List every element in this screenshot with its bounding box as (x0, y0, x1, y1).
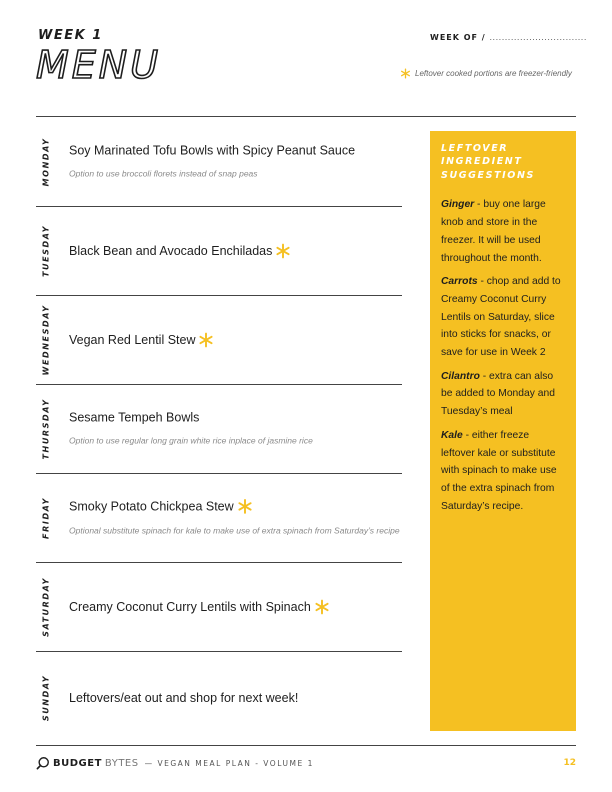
tip-text: - extra can also be added to Monday and Tuesday’s meal (441, 370, 555, 418)
week-of-blank: ................................ (489, 33, 587, 42)
tip-ingredient: Cilantro (441, 370, 480, 382)
tip-text: - chop and add to Creamy Coconut Curry Lentils on Saturday, slice into sticks for snacks, or save for use in Week 2 (441, 276, 561, 359)
tip-ingredient: Carrots (441, 276, 478, 288)
dish-name: Creamy Coconut Curry Lentils with Spinach (69, 600, 311, 614)
day-row-friday (36, 474, 402, 563)
day-row-thursday (36, 385, 402, 474)
page-footer (36, 753, 576, 773)
day-label: MONDAY (41, 137, 51, 187)
day-row-tuesday (36, 207, 402, 296)
dish-name: Vegan Red Lentil Stew (69, 333, 196, 347)
logo-bold-text: BUDGET (53, 757, 102, 769)
dish-name: Sesame Tempeh Bowls (69, 410, 200, 425)
bottom-divider (36, 745, 576, 746)
tip-text: - either freeze leftover kale or substitute with spinach to make use of the extra spinach from Saturday’s recipe. (441, 429, 557, 512)
logo-light-text: BYTES (104, 757, 139, 769)
dish-note: Option to use broccoli florets instead of snap peas (69, 168, 258, 179)
day-label: WEDNESDAY (41, 304, 51, 376)
panel-heading: LEFTOVER INGREDIENT SUGGESTIONS (441, 143, 535, 181)
day-row-saturday (36, 563, 402, 652)
dish-note: Optional substitute spinach for kale to make use of extra spinach from Saturday’s recipe (69, 525, 400, 536)
dish-name: Leftovers/eat out and shop for next week! (69, 691, 299, 705)
snowflake-icon (237, 498, 253, 514)
day-label: THURSDAY (41, 398, 51, 460)
day-row-monday (36, 118, 402, 207)
page-title: MENU (36, 43, 162, 87)
page-number: 12 (563, 758, 576, 768)
footer-title: — VEGAN MEAL PLAN - VOLUME 1 (144, 758, 314, 768)
leftover-tip (441, 273, 565, 362)
week-label: WEEK 1 (38, 28, 103, 43)
dish-note: Option to use regular long grain white rice inplace of jasmine rice (69, 435, 313, 446)
day-label: SATURDAY (41, 577, 51, 637)
freezer-legend (400, 68, 572, 79)
dish-name: Black Bean and Avocado Enchiladas (69, 244, 273, 258)
dish-name: Smoky Potato Chickpea Stew (69, 499, 234, 514)
tip-ingredient: Kale (441, 429, 463, 441)
tip-text: - buy one large knob and store in the freezer. It will be used throughout the month. (441, 199, 546, 264)
leftover-tip (441, 427, 565, 516)
day-list (36, 118, 402, 744)
dish-name: Soy Marinated Tofu Bowls with Spicy Peanut Sauce (69, 143, 356, 158)
week-of-label: WEEK OF / (430, 33, 486, 42)
tip-ingredient: Ginger (441, 199, 475, 211)
brand-logo (36, 756, 139, 770)
day-label: TUESDAY (41, 224, 51, 278)
magnifier-pan-icon (36, 756, 50, 770)
week-of-field (430, 33, 587, 42)
leftover-tip (441, 196, 565, 267)
day-label: SUNDAY (41, 674, 51, 722)
snowflake-icon (275, 243, 291, 259)
snowflake-icon (314, 599, 330, 615)
leftover-tip (441, 368, 565, 421)
day-row-wednesday (36, 296, 402, 385)
snowflake-icon (400, 68, 411, 79)
day-label: FRIDAY (41, 497, 51, 539)
top-divider (36, 116, 576, 117)
snowflake-icon (198, 332, 214, 348)
day-row-sunday (36, 652, 402, 744)
freezer-legend-text: Leftover cooked portions are freezer-friendly (415, 69, 572, 78)
leftover-suggestions-panel (430, 131, 576, 731)
